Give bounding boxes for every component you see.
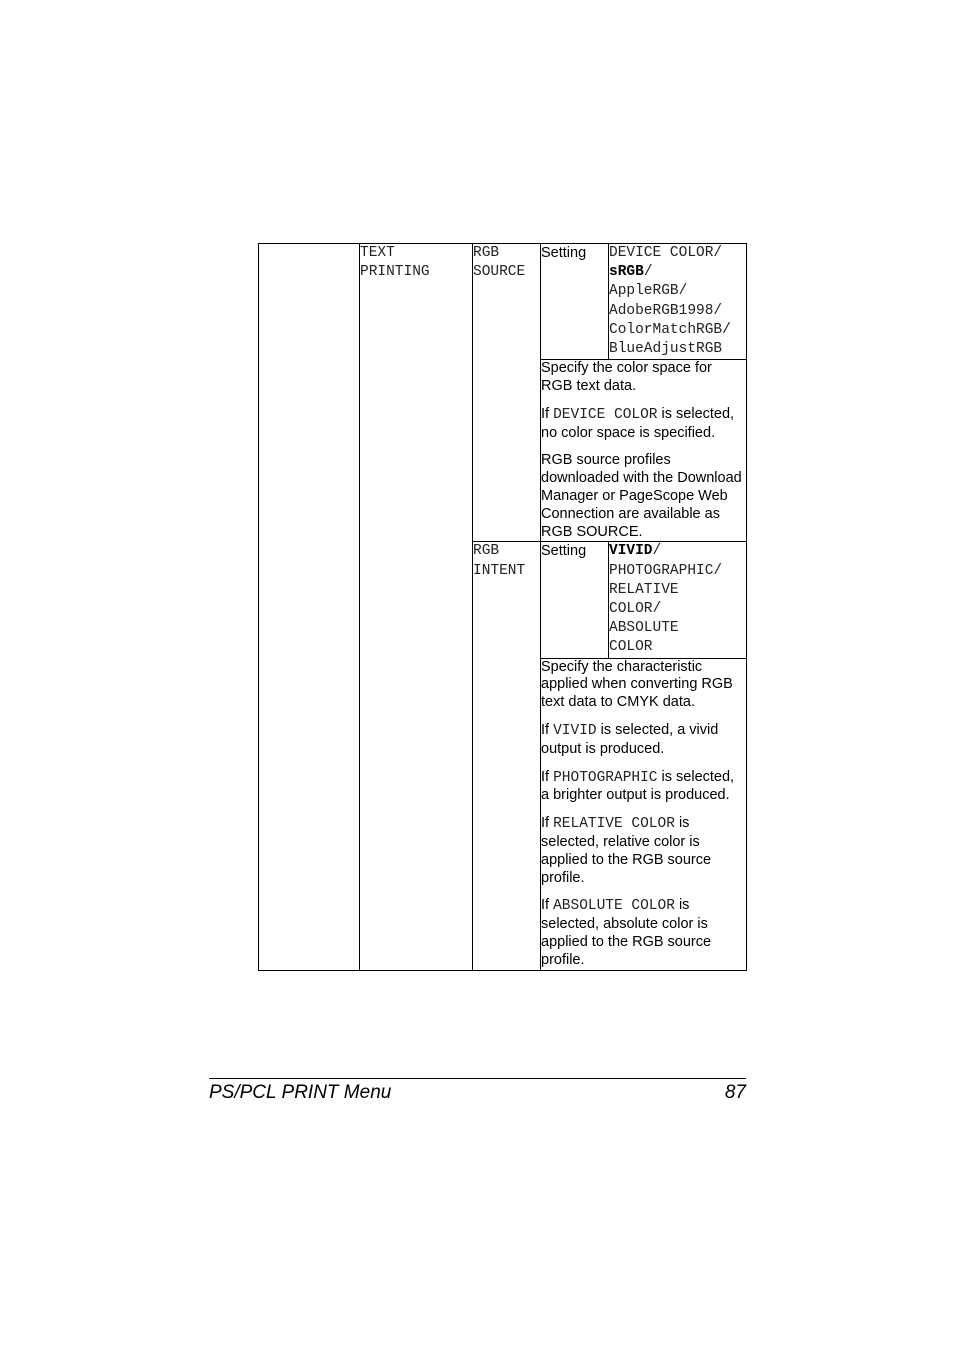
level1-cell xyxy=(259,244,360,971)
rgb-source-description: Specify the color space for RGB text data. If DEVICE COLOR is selected, no color space is specified. RGB source profiles downloaded with the Download Manager or PageScope Web Connection are available as RGB SOURCE. xyxy=(541,360,747,542)
rgb-source-setting-label: Setting xyxy=(541,244,609,360)
page-number: 87 xyxy=(724,1082,746,1103)
rgb-intent-options: VIVID/ PHOTOGRAPHIC/ RELATIVE COLOR/ ABSOLUTE COLOR xyxy=(609,542,747,658)
rgb-intent-description: Specify the characteristic applied when converting RGB text data to CMYK data. If VIVID is selected, a vivid output is produced. If PHOTOGRAPHIC is selected, a brighter output is produced. If RELATIVE COLOR is selected, relative color is applied to the RGB source profile. If ABSOLUTE COLOR is selected, absolute color is applied to the RGB source profile. xyxy=(541,658,747,970)
text-printing-cell: TEXT PRINTING xyxy=(360,244,473,971)
rgb-intent-setting-label: Setting xyxy=(541,542,609,658)
rgb-source-cell: RGB SOURCE xyxy=(473,244,541,542)
footer-title: PS/PCL PRINT Menu xyxy=(209,1082,392,1103)
rgb-source-options: DEVICE COLOR/ sRGB/ AppleRGB/ AdobeRGB1998/ ColorMatchRGB/ BlueAdjustRGB xyxy=(609,244,747,360)
menu-settings-table xyxy=(258,243,747,971)
footer-divider xyxy=(209,1078,746,1079)
rgb-intent-cell: RGB INTENT xyxy=(473,542,541,970)
